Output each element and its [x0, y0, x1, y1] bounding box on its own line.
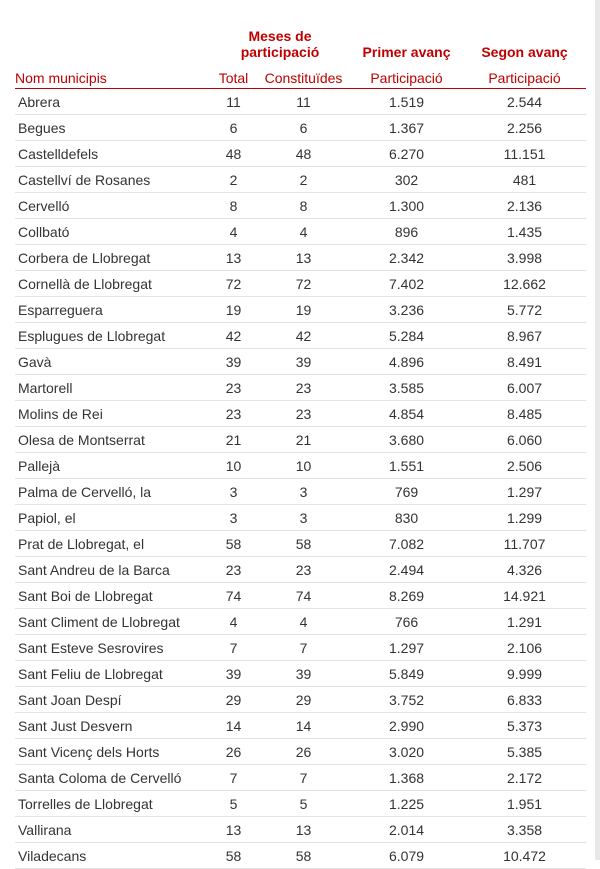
cell-total: 13 — [210, 817, 257, 843]
cell-municipi: Castelldefels — [15, 141, 210, 167]
table-row — [15, 297, 586, 323]
cell-segon-avanc: 1.297 — [463, 479, 586, 505]
cell-segon-avanc: 481 — [463, 167, 586, 193]
cell-segon-avanc: 8.967 — [463, 323, 586, 349]
cell-constituides: 3 — [257, 505, 350, 531]
table-row — [15, 167, 586, 193]
cell-constituides: 10 — [257, 453, 350, 479]
cell-total: 14 — [210, 713, 257, 739]
cell-segon-avanc: 2.136 — [463, 193, 586, 219]
cell-segon-avanc: 11.707 — [463, 531, 586, 557]
cell-primer-avanc: 1.519 — [350, 89, 463, 115]
cell-primer-avanc: 3.752 — [350, 687, 463, 713]
table-row — [15, 141, 586, 167]
cell-municipi: Torrelles de Llobregat — [15, 791, 210, 817]
cell-municipi: Collbató — [15, 219, 210, 245]
cell-primer-avanc: 7.402 — [350, 271, 463, 297]
cell-total: 8 — [210, 193, 257, 219]
cell-total: 3 — [210, 505, 257, 531]
cell-municipi: Prat de Llobregat, el — [15, 531, 210, 557]
cell-segon-avanc: 2.256 — [463, 115, 586, 141]
table-row — [15, 453, 586, 479]
cell-constituides: 58 — [257, 531, 350, 557]
cell-segon-avanc: 1.299 — [463, 505, 586, 531]
cell-segon-avanc: 10.472 — [463, 843, 586, 869]
cell-primer-avanc: 2.342 — [350, 245, 463, 271]
cell-constituides: 7 — [257, 635, 350, 661]
cell-municipi: Pallejà — [15, 453, 210, 479]
cell-constituides: 39 — [257, 661, 350, 687]
header-total[interactable]: Total — [210, 60, 257, 89]
cell-total: 5 — [210, 791, 257, 817]
cell-total: 23 — [210, 401, 257, 427]
cell-primer-avanc: 1.225 — [350, 791, 463, 817]
table-row — [15, 791, 586, 817]
table-row — [15, 115, 586, 141]
cell-primer-avanc: 830 — [350, 505, 463, 531]
table-row — [15, 479, 586, 505]
cell-constituides: 21 — [257, 427, 350, 453]
cell-municipi: Sant Joan Despí — [15, 687, 210, 713]
table-row — [15, 219, 586, 245]
header-nom-municipis[interactable]: Nom municipis — [15, 60, 210, 89]
cell-municipi: Sant Vicenç dels Horts — [15, 739, 210, 765]
cell-segon-avanc: 6.833 — [463, 687, 586, 713]
table-row — [15, 427, 586, 453]
header-empty-cell — [15, 28, 210, 60]
cell-municipi: Viladecans — [15, 843, 210, 869]
table-row — [15, 89, 586, 115]
cell-segon-avanc: 1.951 — [463, 791, 586, 817]
table-row — [15, 531, 586, 557]
cell-constituides: 5 — [257, 791, 350, 817]
cell-municipi: Cervelló — [15, 193, 210, 219]
cell-municipi: Santa Coloma de Cervelló — [15, 765, 210, 791]
cell-total: 23 — [210, 375, 257, 401]
cell-primer-avanc: 4.896 — [350, 349, 463, 375]
table-row — [15, 323, 586, 349]
cell-total: 74 — [210, 583, 257, 609]
cell-primer-avanc: 2.494 — [350, 557, 463, 583]
cell-municipi: Molins de Rei — [15, 401, 210, 427]
table-header — [15, 28, 586, 89]
cell-total: 4 — [210, 609, 257, 635]
cell-total: 58 — [210, 843, 257, 869]
table-row — [15, 635, 586, 661]
cell-total: 3 — [210, 479, 257, 505]
cell-segon-avanc: 8.485 — [463, 401, 586, 427]
cell-primer-avanc: 1.367 — [350, 115, 463, 141]
cell-total: 10 — [210, 453, 257, 479]
cell-primer-avanc: 7.082 — [350, 531, 463, 557]
cell-segon-avanc: 14.921 — [463, 583, 586, 609]
cell-constituides: 14 — [257, 713, 350, 739]
cell-segon-avanc: 5.385 — [463, 739, 586, 765]
cell-segon-avanc: 8.491 — [463, 349, 586, 375]
cell-constituides: 48 — [257, 141, 350, 167]
table-row — [15, 193, 586, 219]
table-row — [15, 687, 586, 713]
table-row — [15, 583, 586, 609]
cell-constituides: 39 — [257, 349, 350, 375]
cell-segon-avanc: 11.151 — [463, 141, 586, 167]
cell-municipi: Papiol, el — [15, 505, 210, 531]
participation-table — [15, 28, 586, 869]
cell-segon-avanc: 3.358 — [463, 817, 586, 843]
cell-constituides: 4 — [257, 609, 350, 635]
cell-primer-avanc: 1.551 — [350, 453, 463, 479]
cell-total: 19 — [210, 297, 257, 323]
cell-constituides: 8 — [257, 193, 350, 219]
table-row — [15, 609, 586, 635]
cell-primer-avanc: 769 — [350, 479, 463, 505]
cell-constituides: 26 — [257, 739, 350, 765]
cell-segon-avanc: 6.007 — [463, 375, 586, 401]
table-row — [15, 245, 586, 271]
cell-primer-avanc: 1.368 — [350, 765, 463, 791]
cell-total: 7 — [210, 635, 257, 661]
cell-constituides: 29 — [257, 687, 350, 713]
cell-primer-avanc: 1.300 — [350, 193, 463, 219]
cell-total: 39 — [210, 661, 257, 687]
cell-constituides: 4 — [257, 219, 350, 245]
cell-municipi: Gavà — [15, 349, 210, 375]
cell-municipi: Palma de Cervelló, la — [15, 479, 210, 505]
cell-primer-avanc: 3.680 — [350, 427, 463, 453]
cell-constituides: 13 — [257, 245, 350, 271]
cell-segon-avanc: 1.435 — [463, 219, 586, 245]
cell-segon-avanc: 2.106 — [463, 635, 586, 661]
header-group-row — [15, 28, 586, 60]
cell-constituides: 6 — [257, 115, 350, 141]
cell-segon-avanc: 9.999 — [463, 661, 586, 687]
header-constituides[interactable]: Constituïdes — [257, 60, 350, 89]
cell-total: 29 — [210, 687, 257, 713]
header-participacio-primer[interactable]: Participació — [350, 60, 463, 89]
cell-primer-avanc: 8.269 — [350, 583, 463, 609]
cell-total: 11 — [210, 89, 257, 115]
table-row — [15, 271, 586, 297]
cell-municipi: Esparreguera — [15, 297, 210, 323]
cell-total: 23 — [210, 557, 257, 583]
header-column-row — [15, 60, 586, 89]
cell-municipi: Esplugues de Llobregat — [15, 323, 210, 349]
cell-primer-avanc: 896 — [350, 219, 463, 245]
cell-municipi: Castellví de Rosanes — [15, 167, 210, 193]
results-table-container — [15, 0, 600, 869]
cell-municipi: Begues — [15, 115, 210, 141]
cell-segon-avanc: 2.172 — [463, 765, 586, 791]
cell-total: 7 — [210, 765, 257, 791]
cell-segon-avanc: 4.326 — [463, 557, 586, 583]
cell-segon-avanc: 3.998 — [463, 245, 586, 271]
table-row — [15, 661, 586, 687]
table-row — [15, 505, 586, 531]
cell-constituides: 3 — [257, 479, 350, 505]
table-body — [15, 89, 586, 869]
cell-total: 72 — [210, 271, 257, 297]
header-participacio-segon[interactable]: Participació — [463, 60, 586, 89]
cell-constituides: 23 — [257, 375, 350, 401]
cell-municipi: Martorell — [15, 375, 210, 401]
cell-constituides: 72 — [257, 271, 350, 297]
cell-constituides: 23 — [257, 557, 350, 583]
cell-primer-avanc: 3.020 — [350, 739, 463, 765]
cell-primer-avanc: 766 — [350, 609, 463, 635]
table-row — [15, 843, 586, 869]
table-row — [15, 817, 586, 843]
cell-municipi: Corbera de Llobregat — [15, 245, 210, 271]
cell-constituides: 23 — [257, 401, 350, 427]
cell-constituides: 13 — [257, 817, 350, 843]
cell-segon-avanc: 6.060 — [463, 427, 586, 453]
cell-constituides: 42 — [257, 323, 350, 349]
cell-total: 4 — [210, 219, 257, 245]
cell-segon-avanc: 5.772 — [463, 297, 586, 323]
cell-primer-avanc: 3.585 — [350, 375, 463, 401]
cell-constituides: 74 — [257, 583, 350, 609]
table-row — [15, 349, 586, 375]
cell-total: 39 — [210, 349, 257, 375]
cell-total: 2 — [210, 167, 257, 193]
cell-municipi: Abrera — [15, 89, 210, 115]
cell-total: 21 — [210, 427, 257, 453]
cell-municipi: Sant Andreu de la Barca — [15, 557, 210, 583]
header-primer-avanc: Primer avanç — [362, 44, 451, 60]
cell-total: 48 — [210, 141, 257, 167]
cell-primer-avanc: 5.849 — [350, 661, 463, 687]
cell-constituides: 7 — [257, 765, 350, 791]
cell-primer-avanc: 302 — [350, 167, 463, 193]
cell-municipi: Sant Feliu de Llobregat — [15, 661, 210, 687]
cell-municipi: Sant Boi de Llobregat — [15, 583, 210, 609]
cell-constituides: 11 — [257, 89, 350, 115]
cell-municipi: Vallirana — [15, 817, 210, 843]
cell-primer-avanc: 4.854 — [350, 401, 463, 427]
cell-segon-avanc: 2.506 — [463, 453, 586, 479]
cell-municipi: Sant Climent de Llobregat — [15, 609, 210, 635]
table-row — [15, 375, 586, 401]
cell-total: 26 — [210, 739, 257, 765]
table-row — [15, 713, 586, 739]
cell-municipi: Olesa de Montserrat — [15, 427, 210, 453]
cell-municipi: Cornellà de Llobregat — [15, 271, 210, 297]
cell-primer-avanc: 5.284 — [350, 323, 463, 349]
cell-municipi: Sant Esteve Sesrovires — [15, 635, 210, 661]
cell-total: 42 — [210, 323, 257, 349]
cell-primer-avanc: 6.270 — [350, 141, 463, 167]
table-row — [15, 557, 586, 583]
cell-total: 58 — [210, 531, 257, 557]
cell-segon-avanc: 2.544 — [463, 89, 586, 115]
cell-primer-avanc: 2.014 — [350, 817, 463, 843]
table-row — [15, 739, 586, 765]
header-meses-de-participacio: Meses de participació — [240, 28, 320, 60]
header-segon-avanc: Segon avanç — [481, 44, 568, 60]
cell-constituides: 19 — [257, 297, 350, 323]
cell-total: 6 — [210, 115, 257, 141]
table-row — [15, 401, 586, 427]
cell-primer-avanc: 3.236 — [350, 297, 463, 323]
cell-total: 13 — [210, 245, 257, 271]
cell-constituides: 58 — [257, 843, 350, 869]
cell-segon-avanc: 5.373 — [463, 713, 586, 739]
cell-segon-avanc: 12.662 — [463, 271, 586, 297]
cell-segon-avanc: 1.291 — [463, 609, 586, 635]
vertical-scrollbar[interactable] — [595, 0, 600, 860]
cell-primer-avanc: 2.990 — [350, 713, 463, 739]
cell-municipi: Sant Just Desvern — [15, 713, 210, 739]
table-row — [15, 765, 586, 791]
cell-primer-avanc: 1.297 — [350, 635, 463, 661]
cell-constituides: 2 — [257, 167, 350, 193]
cell-primer-avanc: 6.079 — [350, 843, 463, 869]
